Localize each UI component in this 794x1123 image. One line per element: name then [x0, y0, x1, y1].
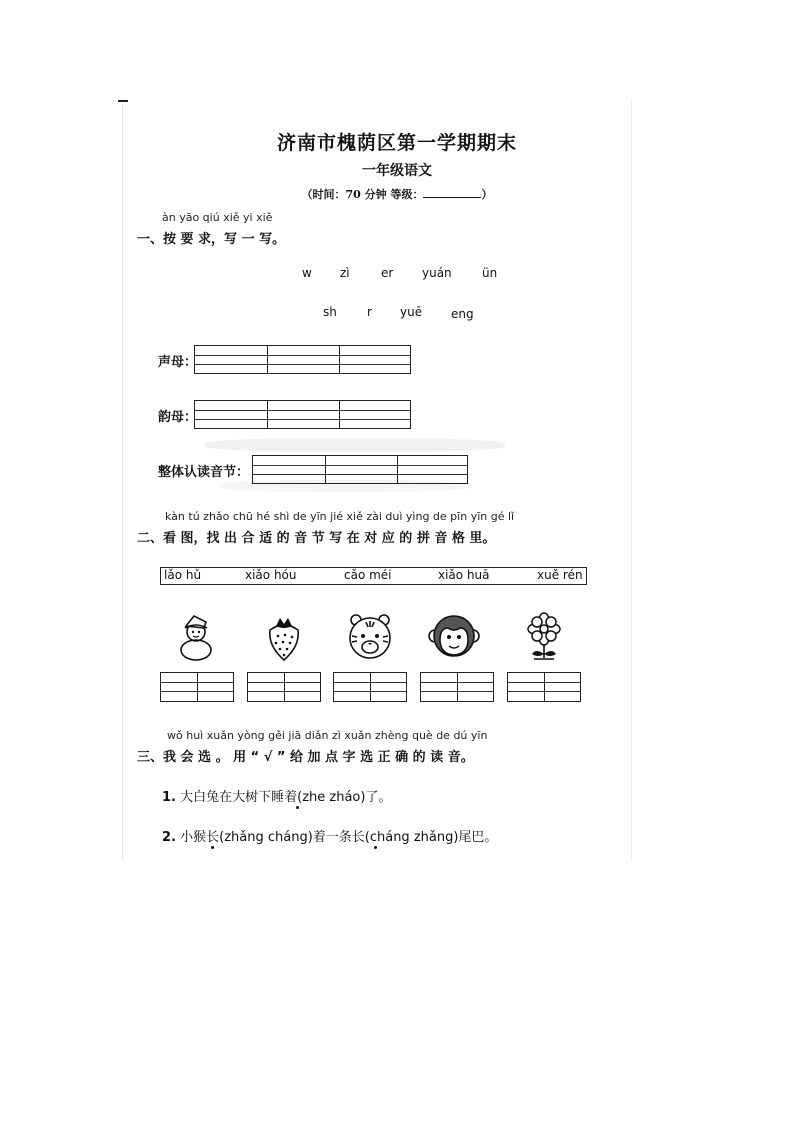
pinyin-writing-grid[interactable]	[333, 672, 407, 702]
q2-pinyin: kàn tú zhǎo chū hé shì de yīn jié xiě zài duì yìng de pīn yīn gé lǐ	[165, 510, 515, 523]
q1-heading: 一、按 要 求，写 一 写。	[137, 232, 286, 247]
syllable: yuē	[400, 305, 423, 319]
meta-close: ）	[481, 188, 493, 201]
q2-heading: 二、看 图，找 出 合 适 的 音 节 写 在 对 应 的 拼 音 格 里。	[137, 531, 496, 546]
monkey-icon	[428, 610, 480, 662]
meta-text: （时间：70 分钟 等级：	[301, 188, 424, 201]
syllable: er	[381, 266, 394, 280]
label-initials: 声母：	[158, 355, 198, 370]
pinyin-writing-grid[interactable]	[160, 672, 234, 702]
label-finals: 韵母：	[158, 410, 198, 425]
item-number: 1.	[162, 790, 176, 805]
syllable: sh	[323, 305, 337, 319]
answer-option: xiǎo hóu	[245, 568, 297, 582]
pinyin-writing-grid[interactable]	[247, 672, 321, 702]
answer-option: xuě rén	[537, 568, 583, 582]
exam-subtitle: 一年级语文	[362, 163, 432, 179]
scan-mark	[118, 100, 128, 102]
grade-blank[interactable]	[423, 187, 481, 198]
answer-options-box	[160, 567, 587, 585]
scan-smudge	[205, 438, 505, 452]
initials-writing-grid[interactable]	[194, 345, 411, 374]
syllable: ün	[482, 266, 498, 280]
tiger-icon	[344, 610, 396, 662]
syllable: eng	[451, 307, 474, 321]
syllable: w	[302, 266, 312, 280]
emphasis-dot	[211, 846, 214, 849]
exam-meta	[0, 186, 794, 202]
q3-heading: 三、我 会 选 。 用 “ √ ” 给 加 点 字 选 正 确 的 读 音。	[137, 750, 474, 765]
strawberry-icon	[258, 612, 310, 664]
pinyin-writing-grid[interactable]	[420, 672, 494, 702]
flower-icon	[518, 610, 570, 662]
item-text[interactable]: 大白兔在大树下睡着(zhe zháo)了。	[180, 790, 392, 805]
whole-syllables-writing-grid[interactable]	[252, 455, 468, 484]
label-whole-syllables: 整体认读音节：	[158, 465, 250, 480]
answer-option: xiǎo huā	[438, 568, 490, 582]
syllable: yuán	[422, 266, 452, 280]
syllable: r	[367, 305, 372, 319]
q3-item-1	[162, 786, 391, 805]
q3-pinyin: wǒ huì xuǎn yòng gěi jiā diǎn zì xuǎn zhèng què de dú yīn	[167, 729, 488, 742]
answer-option: lǎo hǔ	[164, 568, 202, 582]
finals-writing-grid[interactable]	[194, 400, 411, 429]
emphasis-dot	[374, 846, 377, 849]
item-number: 2.	[162, 830, 176, 845]
exam-title: 济南市槐荫区第一学期期末	[276, 132, 517, 154]
answer-option: cǎo méi	[344, 568, 392, 582]
emphasis-dot	[296, 806, 299, 809]
q1-pinyin: àn yāo qiú xiě yi xiě	[162, 211, 273, 224]
q3-item-2	[162, 826, 497, 845]
pinyin-writing-grid[interactable]	[507, 672, 581, 702]
syllable: zì	[340, 266, 350, 280]
snowman-icon	[170, 610, 222, 662]
item-text[interactable]: 小猴长(zhǎng cháng)着一条长(cháng zhǎng)尾巴。	[180, 830, 498, 845]
